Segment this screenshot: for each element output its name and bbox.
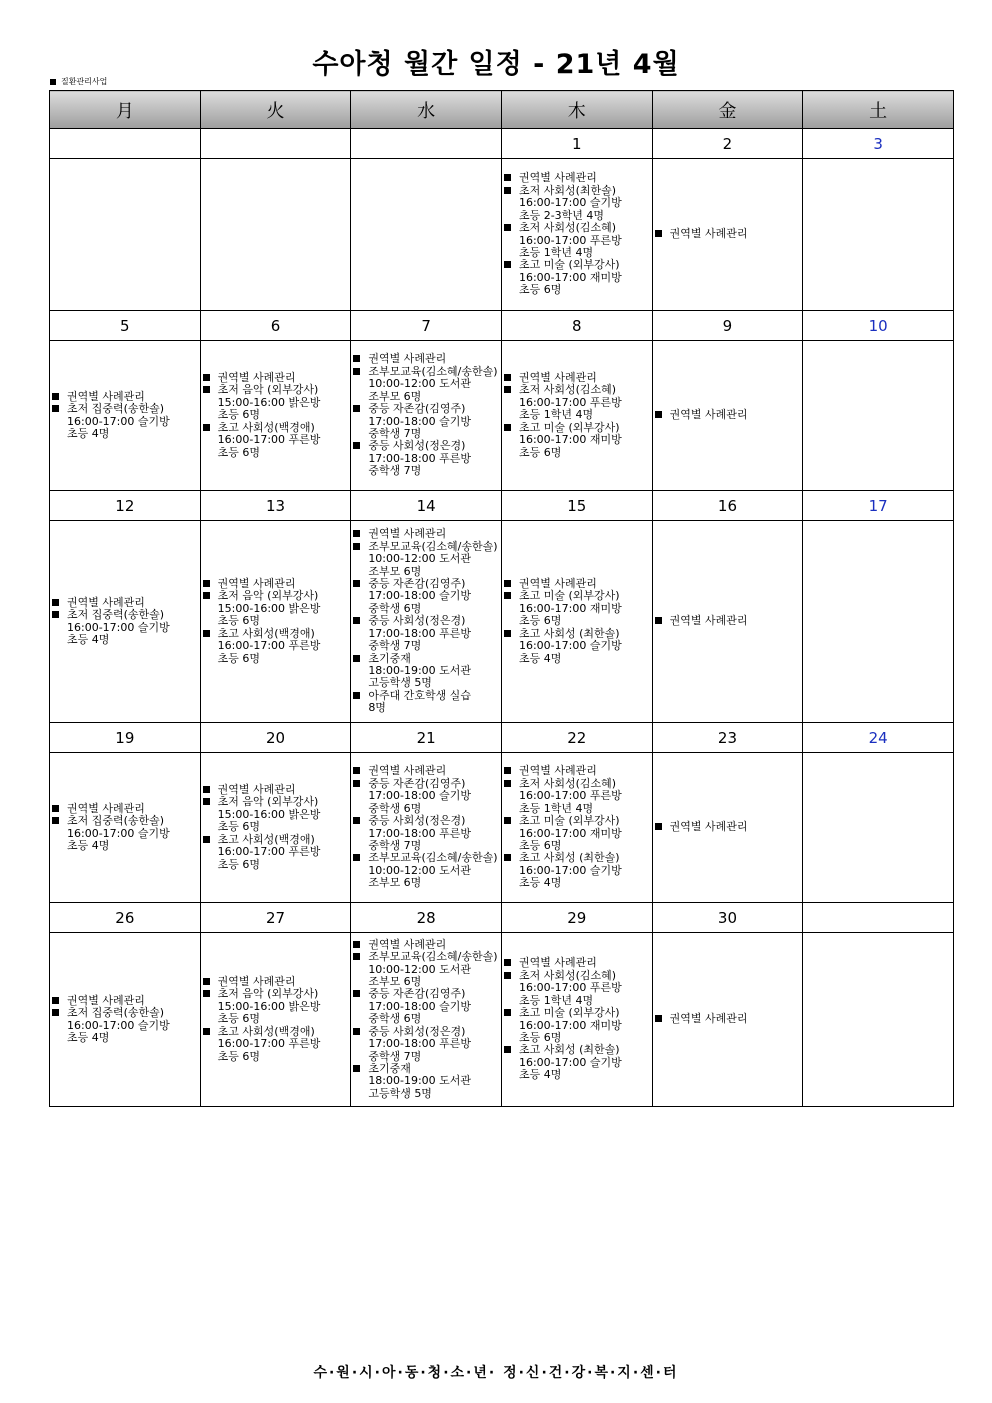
date-cell: 5 — [50, 311, 201, 341]
date-cell: 9 — [652, 311, 803, 341]
schedule-item-text: 권역별 사례관리 — [217, 975, 296, 989]
schedule-cell — [652, 933, 803, 1107]
schedule-item-text: 초고 미술 (외부강사) 16:00-17:00 재미방 초등 6명 — [518, 589, 622, 628]
schedule-cell — [200, 933, 351, 1107]
square-bullet-icon — [203, 374, 210, 381]
square-bullet-icon — [353, 442, 360, 449]
schedule-row — [50, 933, 954, 1107]
schedule-item-text: 초저 집중력(송한솔) 16:00-17:00 슬기방 초등 4명 — [67, 608, 170, 646]
square-bullet-icon — [655, 823, 662, 830]
square-bullet-icon — [353, 617, 360, 624]
date-cell: 6 — [200, 311, 351, 341]
square-bullet-icon — [353, 990, 360, 997]
square-bullet-icon — [353, 692, 360, 699]
schedule-item — [653, 228, 803, 240]
square-bullet-icon — [52, 393, 59, 400]
square-bullet-icon — [655, 411, 662, 418]
square-bullet-icon — [353, 655, 360, 662]
square-bullet-icon — [504, 1009, 511, 1016]
schedule-item-text: 권역별 사례관리 — [217, 783, 296, 797]
date-row — [50, 311, 954, 341]
schedule-cell — [501, 753, 652, 903]
square-bullet-icon — [353, 817, 360, 824]
schedule-item-text: 중등 사회성(정은경) 17:00-18:00 푸른방 중학생 7명 — [368, 439, 472, 478]
date-cell: 22 — [501, 723, 652, 753]
schedule-item — [351, 366, 501, 403]
schedule-item — [351, 1063, 501, 1100]
square-bullet-icon — [353, 1028, 360, 1035]
schedule-item-text: 중등 사회성(정은경) 17:00-18:00 푸른방 중학생 7명 — [368, 814, 472, 852]
schedule-item — [201, 1026, 351, 1063]
square-bullet-icon — [655, 230, 662, 237]
schedule-cell — [50, 521, 201, 723]
date-cell: 28 — [351, 903, 502, 933]
schedule-item-text: 권역별 사례관리 — [669, 1012, 748, 1026]
square-bullet-icon — [52, 599, 59, 606]
schedule-item-text: 초기중재 18:00-19:00 도서관 고등학생 5명 — [368, 1061, 472, 1100]
weekday-header: 水 — [351, 91, 502, 129]
schedule-item-text: 초저 음악 (외부강사) 15:00-16:00 밝은방 초등 6명 — [217, 987, 321, 1026]
schedule-item — [502, 422, 652, 459]
schedule-item — [201, 796, 351, 833]
schedule-item — [502, 970, 652, 1007]
schedule-item-text: 권역별 사례관리 — [368, 527, 447, 541]
square-bullet-icon — [353, 1065, 360, 1072]
schedule-item-text: 중등 자존감(김영주) 17:00-18:00 슬기방 중학생 6명 — [368, 776, 472, 815]
square-bullet-icon — [203, 836, 210, 843]
schedule-item-text: 초저 집중력(송한솔) 16:00-17:00 슬기방 초등 4명 — [67, 1006, 170, 1044]
square-bullet-icon — [52, 805, 59, 812]
schedule-item — [351, 765, 501, 777]
schedule-cell — [50, 933, 201, 1107]
schedule-item — [502, 765, 652, 777]
schedule-item — [351, 690, 501, 715]
weekday-header-row — [50, 91, 954, 129]
schedule-item — [653, 615, 803, 627]
schedule-item — [502, 259, 652, 296]
date-cell: 21 — [351, 723, 502, 753]
date-cell: 14 — [351, 491, 502, 521]
square-bullet-icon — [203, 798, 210, 805]
schedule-cell — [200, 341, 351, 491]
schedule-item-text: 초저 사회성(김소혜) 16:00-17:00 푸른방 초등 1학년 4명 — [518, 383, 622, 422]
square-bullet-icon — [504, 187, 511, 194]
date-row — [50, 903, 954, 933]
schedule-item-text: 권역별 사례관리 — [518, 577, 597, 591]
square-bullet-icon — [353, 767, 360, 774]
square-bullet-icon — [203, 978, 210, 985]
schedule-item — [201, 988, 351, 1025]
calendar-table — [49, 90, 954, 1107]
square-bullet-icon — [203, 592, 210, 599]
schedule-item — [502, 185, 652, 222]
square-bullet-icon — [504, 386, 511, 393]
schedule-cell — [652, 753, 803, 903]
schedule-cell — [351, 341, 502, 491]
schedule-cell — [50, 341, 201, 491]
program-tag — [50, 76, 107, 87]
schedule-item — [502, 384, 652, 421]
schedule-item — [50, 815, 200, 852]
square-bullet-icon — [353, 368, 360, 375]
date-cell: 19 — [50, 723, 201, 753]
schedule-item — [50, 403, 200, 440]
date-cell — [351, 129, 502, 159]
schedule-item-text: 초고 사회성 (최한솔) 16:00-17:00 슬기방 초등 4명 — [518, 626, 622, 665]
schedule-item — [502, 172, 652, 184]
date-cell: 29 — [501, 903, 652, 933]
square-bullet-icon — [353, 780, 360, 787]
schedule-cell — [50, 753, 201, 903]
square-bullet-icon — [353, 530, 360, 537]
date-cell — [50, 129, 201, 159]
schedule-item — [351, 815, 501, 852]
square-bullet-icon — [504, 630, 511, 637]
square-bullet-icon — [504, 1046, 511, 1053]
schedule-cell — [200, 753, 351, 903]
schedule-item-text: 초기중재 18:00-19:00 도서관 고등학생 5명 — [368, 651, 472, 690]
schedule-item — [351, 528, 501, 540]
schedule-cell — [200, 521, 351, 723]
schedule-item — [653, 409, 803, 421]
schedule-item — [201, 834, 351, 871]
schedule-cell — [803, 753, 954, 903]
square-bullet-icon — [353, 405, 360, 412]
schedule-item-text: 초고 사회성(백경애) 16:00-17:00 푸른방 초등 6명 — [217, 626, 321, 665]
schedule-item-text: 초저 사회성(김소혜) 16:00-17:00 푸른방 초등 1학년 4명 — [518, 968, 622, 1007]
schedule-item — [201, 590, 351, 627]
square-bullet-icon — [353, 854, 360, 861]
footer-org-name: 수·원·시·아·동·청·소·년· 정·신·건·강·복·지·센·터 — [313, 1365, 679, 1381]
schedule-item-text: 권역별 사례관리 — [368, 937, 447, 951]
schedule-item-text: 초고 사회성 (최한솔) 16:00-17:00 슬기방 초등 4명 — [518, 1043, 622, 1082]
square-bullet-icon — [52, 405, 59, 412]
schedule-item — [351, 653, 501, 690]
schedule-item-text: 권역별 사례관리 — [669, 614, 748, 628]
schedule-item-text: 권역별 사례관리 — [67, 389, 145, 403]
square-bullet-icon — [52, 997, 59, 1004]
square-bullet-icon — [655, 1015, 662, 1022]
schedule-item-text: 조부모교육(김소혜/송한솔) 10:00-12:00 도서관 조부모 6명 — [368, 950, 498, 989]
page-title: 수아청 월간 일정 - 21년 4월 — [312, 49, 680, 80]
weekday-header: 火 — [200, 91, 351, 129]
schedule-item — [351, 1026, 501, 1063]
date-cell: 27 — [200, 903, 351, 933]
schedule-item — [50, 1007, 200, 1044]
square-bullet-icon — [504, 580, 511, 587]
square-bullet-icon — [203, 386, 210, 393]
schedule-item — [201, 422, 351, 459]
schedule-item-text: 조부모교육(김소혜/송한솔) 10:00-12:00 도서관 조부모 6명 — [368, 364, 498, 403]
schedule-item — [351, 440, 501, 477]
schedule-item-text: 권역별 사례관리 — [368, 764, 447, 778]
schedule-cell — [200, 159, 351, 311]
square-bullet-icon — [504, 174, 511, 181]
square-bullet-icon — [504, 817, 511, 824]
schedule-item-text: 초저 음악 (외부강사) 15:00-16:00 밝은방 초등 6명 — [217, 589, 321, 628]
date-cell: 10 — [803, 311, 954, 341]
square-bullet-icon — [504, 972, 511, 979]
schedule-item — [351, 988, 501, 1025]
schedule-item — [502, 590, 652, 627]
schedule-item-text: 조부모교육(김소혜/송한솔) 10:00-12:00 도서관 조부모 6명 — [368, 851, 498, 890]
schedule-item-text: 권역별 사례관리 — [669, 227, 748, 241]
schedule-cell — [803, 933, 954, 1107]
schedule-cell — [351, 753, 502, 903]
schedule-item — [351, 353, 501, 365]
schedule-item-text: 초저 음악 (외부강사) 15:00-16:00 밝은방 초등 6명 — [217, 795, 321, 834]
square-bullet-icon — [353, 580, 360, 587]
square-bullet-icon — [203, 580, 210, 587]
schedule-item-text: 조부모교육(김소혜/송한솔) 10:00-12:00 도서관 조부모 6명 — [368, 539, 498, 578]
date-cell: 2 — [652, 129, 803, 159]
schedule-cell — [351, 159, 502, 311]
schedule-item — [502, 778, 652, 815]
schedule-item-text: 권역별 사례관리 — [217, 577, 296, 591]
schedule-cell — [501, 159, 652, 311]
date-cell: 20 — [200, 723, 351, 753]
date-cell: 15 — [501, 491, 652, 521]
square-bullet-icon — [504, 261, 511, 268]
schedule-item-text: 권역별 사례관리 — [518, 371, 597, 385]
weekday-header: 土 — [803, 91, 954, 129]
schedule-item-text: 초고 미술 (외부강사) 16:00-17:00 재미방 초등 6명 — [518, 258, 622, 297]
square-bullet-icon — [655, 617, 662, 624]
schedule-cell — [803, 159, 954, 311]
schedule-item — [50, 609, 200, 646]
square-bullet-icon — [353, 941, 360, 948]
square-bullet-icon — [504, 959, 511, 966]
schedule-item — [502, 1007, 652, 1044]
schedule-item-text: 초저 음악 (외부강사) 15:00-16:00 밝은방 초등 6명 — [217, 383, 321, 422]
schedule-item — [351, 615, 501, 652]
schedule-item-text: 초저 집중력(송한솔) 16:00-17:00 슬기방 초등 4명 — [67, 814, 170, 852]
square-bullet-icon — [353, 543, 360, 550]
schedule-item-text: 권역별 사례관리 — [518, 956, 597, 970]
schedule-item-text: 권역별 사례관리 — [518, 171, 597, 185]
date-row — [50, 129, 954, 159]
schedule-item — [502, 628, 652, 665]
schedule-row — [50, 159, 954, 311]
square-bullet-icon — [203, 786, 210, 793]
weekday-header: 木 — [501, 91, 652, 129]
date-cell: 30 — [652, 903, 803, 933]
square-bullet-icon — [52, 1009, 59, 1016]
schedule-item-text: 권역별 사례관리 — [518, 764, 597, 778]
date-cell — [803, 903, 954, 933]
schedule-item — [351, 541, 501, 578]
schedule-row — [50, 753, 954, 903]
schedule-item-text: 중등 사회성(정은경) 17:00-18:00 푸른방 중학생 7명 — [368, 614, 472, 653]
schedule-item — [502, 815, 652, 852]
schedule-cell — [652, 159, 803, 311]
schedule-item-text: 초고 사회성(백경애) 16:00-17:00 푸른방 초등 6명 — [217, 832, 321, 871]
square-bullet-icon — [504, 854, 511, 861]
date-cell: 24 — [803, 723, 954, 753]
schedule-cell — [652, 341, 803, 491]
date-cell: 7 — [351, 311, 502, 341]
schedule-item-text: 초저 사회성(최한솔) 16:00-17:00 슬기방 초등 2-3학년 4명 — [518, 183, 622, 222]
schedule-cell — [803, 521, 954, 723]
schedule-item — [201, 384, 351, 421]
schedule-cell — [652, 521, 803, 723]
date-cell: 12 — [50, 491, 201, 521]
schedule-row — [50, 341, 954, 491]
square-bullet-icon — [52, 611, 59, 618]
schedule-item-text: 중등 자존감(김영주) 17:00-18:00 슬기방 중학생 6명 — [368, 987, 472, 1026]
calendar-body — [50, 129, 954, 1107]
square-bullet-icon — [203, 630, 210, 637]
square-bullet-icon — [504, 424, 511, 431]
schedule-item — [351, 403, 501, 440]
square-bullet-icon — [504, 767, 511, 774]
date-cell: 3 — [803, 129, 954, 159]
schedule-item-text: 아주대 간호학생 실습 8명 — [368, 688, 471, 715]
schedule-row — [50, 521, 954, 723]
square-bullet-icon — [203, 424, 210, 431]
schedule-item-text: 권역별 사례관리 — [67, 595, 145, 609]
schedule-cell — [501, 933, 652, 1107]
schedule-item-text: 권역별 사례관리 — [669, 820, 748, 834]
weekday-header: 月 — [50, 91, 201, 129]
schedule-item-text: 초저 집중력(송한솔) 16:00-17:00 슬기방 초등 4명 — [67, 402, 170, 440]
square-bullet-icon — [52, 817, 59, 824]
schedule-item-text: 초고 사회성 (최한솔) 16:00-17:00 슬기방 초등 4명 — [518, 851, 622, 890]
date-cell: 1 — [501, 129, 652, 159]
schedule-item-text: 권역별 사례관리 — [669, 408, 748, 422]
schedule-item — [502, 957, 652, 969]
schedule-cell — [50, 159, 201, 311]
date-cell: 26 — [50, 903, 201, 933]
date-row — [50, 723, 954, 753]
square-bullet-icon — [504, 374, 511, 381]
schedule-item-text: 권역별 사례관리 — [67, 801, 145, 815]
date-cell: 8 — [501, 311, 652, 341]
square-bullet-icon — [353, 355, 360, 362]
date-row — [50, 491, 954, 521]
square-bullet-icon — [504, 224, 511, 231]
schedule-item-text: 초고 미술 (외부강사) 16:00-17:00 재미방 초등 6명 — [518, 1006, 622, 1044]
schedule-cell — [501, 341, 652, 491]
schedule-item — [351, 852, 501, 889]
square-bullet-icon — [504, 780, 511, 787]
schedule-item — [351, 951, 501, 988]
schedule-item — [502, 1044, 652, 1081]
weekday-header: 金 — [652, 91, 803, 129]
square-bullet-icon — [504, 592, 511, 599]
schedule-cell — [803, 341, 954, 491]
date-cell: 17 — [803, 491, 954, 521]
program-tag-label: 질환관리사업 — [61, 77, 108, 86]
schedule-item-text: 중등 자존감(김영주) 17:00-18:00 슬기방 중학생 6명 — [368, 577, 472, 615]
date-cell: 16 — [652, 491, 803, 521]
date-cell: 13 — [200, 491, 351, 521]
schedule-item-text: 권역별 사례관리 — [368, 352, 447, 366]
schedule-item-text: 초저 사회성(김소혜) 16:00-17:00 푸른방 초등 1학년 4명 — [518, 776, 622, 815]
schedule-item-text: 권역별 사례관리 — [217, 371, 296, 385]
schedule-item — [502, 852, 652, 889]
schedule-cell — [501, 521, 652, 723]
schedule-item-text: 초고 미술 (외부강사) 16:00-17:00 재미방 초등 6명 — [518, 420, 622, 459]
schedule-item-text: 초고 미술 (외부강사) 16:00-17:00 재미방 초등 6명 — [518, 814, 622, 852]
square-bullet-icon — [50, 79, 56, 85]
square-bullet-icon — [353, 953, 360, 960]
schedule-item — [351, 778, 501, 815]
schedule-item — [351, 578, 501, 615]
schedule-item-text: 초고 사회성(백경애) 16:00-17:00 푸른방 초등 6명 — [217, 1024, 321, 1063]
schedule-cell — [351, 521, 502, 723]
date-cell: 23 — [652, 723, 803, 753]
date-cell — [200, 129, 351, 159]
schedule-item — [502, 222, 652, 259]
square-bullet-icon — [203, 990, 210, 997]
schedule-item-text: 초저 사회성(김소혜) 16:00-17:00 푸른방 초등 1학년 4명 — [518, 221, 622, 259]
schedule-item-text: 권역별 사례관리 — [67, 993, 145, 1007]
schedule-item-text: 중등 자존감(김영주) 17:00-18:00 슬기방 중학생 7명 — [368, 402, 472, 440]
schedule-item — [201, 628, 351, 665]
schedule-cell — [351, 933, 502, 1107]
schedule-item — [653, 821, 803, 833]
schedule-item-text: 초고 사회성(백경애) 16:00-17:00 푸른방 초등 6명 — [217, 420, 321, 459]
schedule-item — [653, 1013, 803, 1025]
square-bullet-icon — [203, 1028, 210, 1035]
schedule-item-text: 중등 사회성(정은경) 17:00-18:00 푸른방 중학생 7명 — [368, 1024, 472, 1063]
